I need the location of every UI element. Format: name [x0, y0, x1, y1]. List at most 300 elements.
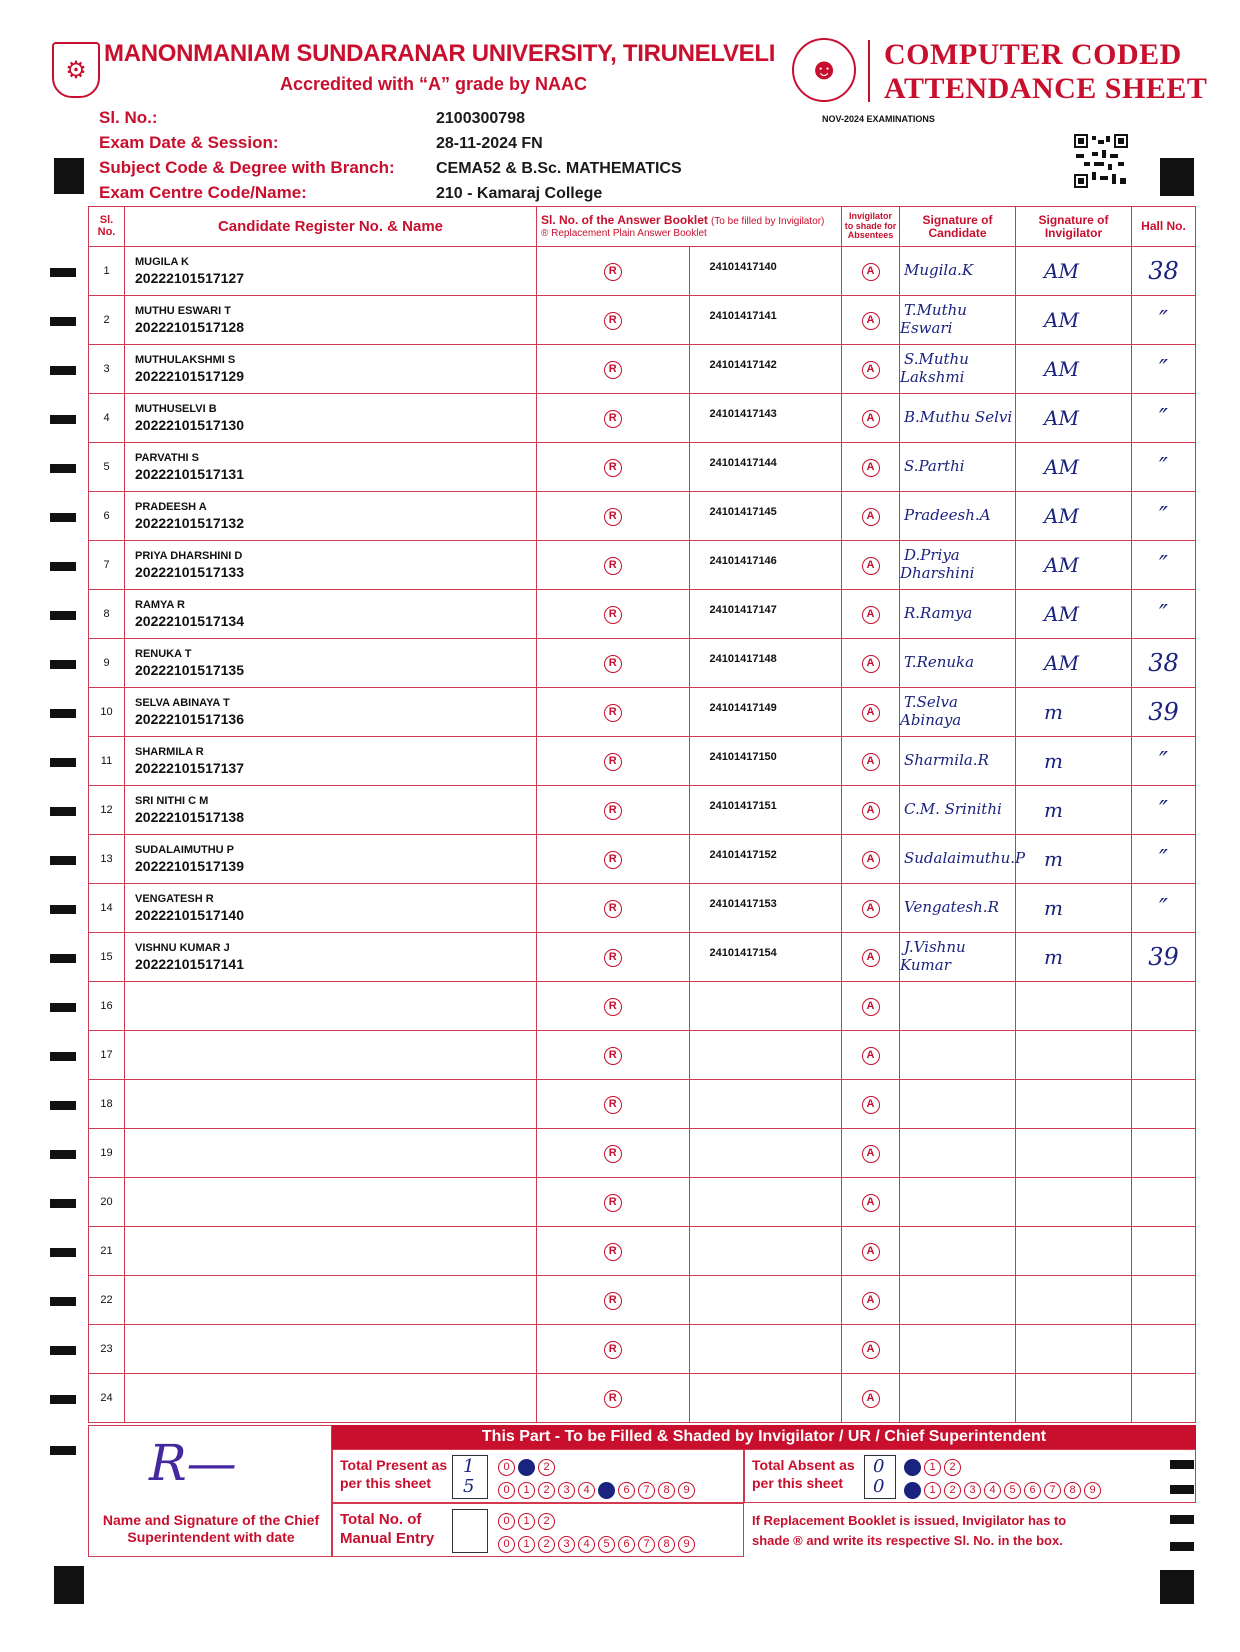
candidate-signature	[900, 1388, 904, 1406]
digit-bubble[interactable]: 1	[518, 1482, 535, 1499]
digit-bubble[interactable]: 2	[944, 1482, 961, 1499]
candidate-signature-cell[interactable]	[900, 1178, 1016, 1227]
candidate-register-no: 20222101517132	[135, 515, 245, 531]
absentee-bubble[interactable]: A	[862, 1194, 880, 1212]
invigilator-signature-cell[interactable]	[1016, 1080, 1132, 1129]
candidate-signature-cell[interactable]	[900, 639, 1016, 688]
candidate-cell	[125, 982, 537, 1031]
candidate-name: PARVATHI S	[135, 452, 199, 464]
invigilator-signature	[1016, 1239, 1044, 1263]
total-absent-units-bubbles[interactable]	[904, 1480, 1104, 1499]
digit-bubble[interactable]: 9	[678, 1536, 695, 1553]
candidate-cell	[125, 296, 537, 345]
candidate-signature-cell[interactable]	[900, 982, 1016, 1031]
row-sl: 6	[89, 492, 125, 541]
invigilator-signature-cell[interactable]	[1016, 1129, 1132, 1178]
invigilator-signature	[1016, 994, 1044, 1018]
candidate-signature-cell[interactable]	[900, 394, 1016, 443]
booklet-number	[689, 1227, 842, 1276]
table-row	[89, 884, 1196, 933]
invigilator-signature: m	[1044, 700, 1063, 724]
invigilator-signature: AM	[1044, 553, 1079, 577]
absentee-bubble[interactable]: A	[862, 753, 880, 771]
replacement-cell	[537, 247, 690, 296]
absentee-cell	[842, 492, 900, 541]
replacement-bubble[interactable]: R	[604, 998, 622, 1016]
table-row	[89, 1080, 1196, 1129]
total-absent-label: Total Absent as per this sheet	[752, 1457, 855, 1491]
invigilator-signature-cell[interactable]	[1016, 835, 1132, 884]
candidate-cell	[125, 884, 537, 933]
absentee-bubble[interactable]: A	[862, 1145, 880, 1163]
replacement-bubble[interactable]: R	[604, 1145, 622, 1163]
candidate-signature-cell[interactable]	[900, 786, 1016, 835]
replacement-bubble[interactable]: R	[604, 361, 622, 379]
candidate-register-no: 20222101517130	[135, 417, 245, 433]
hall-number	[1132, 1374, 1196, 1423]
absentee-bubble[interactable]: A	[862, 606, 880, 624]
candidate-cell	[125, 737, 537, 786]
digit-bubble[interactable]: 8	[658, 1536, 675, 1553]
total-absent-tens-bubbles[interactable]	[904, 1457, 964, 1476]
digit-bubble[interactable]: 3	[558, 1482, 575, 1499]
replacement-cell	[537, 345, 690, 394]
booklet-number: 24101417152	[689, 835, 842, 884]
candidate-signature	[900, 1143, 904, 1161]
absentee-bubble[interactable]: A	[862, 459, 880, 477]
digit-bubble[interactable]: 4	[984, 1482, 1001, 1499]
invigilator-signature-cell[interactable]	[1016, 982, 1132, 1031]
table-row	[89, 786, 1196, 835]
candidate-cell	[125, 443, 537, 492]
replacement-note-line1: If Replacement Booklet is issued, Invigilator has to	[752, 1513, 1067, 1528]
replacement-cell	[537, 737, 690, 786]
invigilator-signature: m	[1044, 749, 1063, 773]
replacement-bubble[interactable]: R	[604, 1243, 622, 1261]
university-logo: ⚙	[52, 42, 100, 98]
table-row	[89, 1227, 1196, 1276]
manual-entry-units-bubbles[interactable]	[498, 1534, 698, 1553]
header-booklet	[537, 207, 842, 247]
candidate-signature-cell[interactable]	[900, 541, 1016, 590]
absentee-cell	[842, 345, 900, 394]
digit-bubble[interactable]: 1	[924, 1459, 941, 1476]
replacement-cell	[537, 1080, 690, 1129]
row-sl: 18	[89, 1080, 125, 1129]
hall-number: ″	[1132, 737, 1196, 786]
absentee-bubble[interactable]: A	[862, 1292, 880, 1310]
founder-portrait-icon: ☻	[792, 38, 856, 102]
replacement-bubble[interactable]: R	[604, 900, 622, 918]
absentee-bubble[interactable]: A	[862, 998, 880, 1016]
sheet-title-line1: COMPUTER CODED	[884, 38, 1182, 71]
candidate-cell	[125, 1031, 537, 1080]
table-row	[89, 443, 1196, 492]
invigilator-signature-cell[interactable]	[1016, 296, 1132, 345]
hall-number	[1132, 1276, 1196, 1325]
invigilator-signature-cell[interactable]	[1016, 688, 1132, 737]
candidate-signature-cell[interactable]	[900, 1227, 1016, 1276]
hall-number	[1132, 1227, 1196, 1276]
table-row	[89, 639, 1196, 688]
header-sig-invigilator: Signature of Invigilator	[1016, 207, 1132, 247]
digit-bubble[interactable]: 1	[924, 1482, 941, 1499]
digit-bubble[interactable]: 1	[518, 1459, 535, 1476]
invigilator-signature-cell[interactable]	[1016, 247, 1132, 296]
replacement-bubble[interactable]: R	[604, 1341, 622, 1359]
table-row	[89, 492, 1196, 541]
total-present-entry-box[interactable]	[452, 1455, 488, 1499]
row-sl: 8	[89, 590, 125, 639]
replacement-cell	[537, 639, 690, 688]
digit-bubble[interactable]: 5	[598, 1536, 615, 1553]
digit-bubble[interactable]: 2	[538, 1536, 555, 1553]
replacement-cell	[537, 1276, 690, 1325]
candidate-signature-cell[interactable]	[900, 1325, 1016, 1374]
digit-bubble[interactable]: 4	[578, 1482, 595, 1499]
table-row	[89, 394, 1196, 443]
absentee-bubble[interactable]: A	[862, 1047, 880, 1065]
candidate-signature: Sharmila.R	[904, 751, 989, 769]
digit-bubble[interactable]: 6	[618, 1482, 635, 1499]
digit-bubble[interactable]: 0	[498, 1536, 515, 1553]
invigilator-signature: AM	[1044, 357, 1079, 381]
row-sl: 13	[89, 835, 125, 884]
timing-mark	[50, 1297, 76, 1306]
absentee-bubble[interactable]: A	[862, 802, 880, 820]
invigilator-signature-cell[interactable]	[1016, 884, 1132, 933]
replacement-bubble[interactable]: R	[604, 606, 622, 624]
timing-mark	[50, 1346, 76, 1355]
replacement-cell	[537, 1374, 690, 1423]
candidate-signature-cell[interactable]	[900, 1129, 1016, 1178]
candidate-name: RENUKA T	[135, 648, 192, 660]
digit-bubble[interactable]: 2	[538, 1482, 555, 1499]
candidate-name: VENGATESH R	[135, 893, 214, 905]
digit-bubble[interactable]: 1	[518, 1513, 535, 1530]
invigilator-signature-cell[interactable]	[1016, 1325, 1132, 1374]
digit-bubble[interactable]: 7	[638, 1482, 655, 1499]
invigilator-signature-cell[interactable]	[1016, 933, 1132, 982]
table-row	[89, 541, 1196, 590]
candidate-name: MUTHUSELVI B	[135, 403, 217, 415]
invigilator-signature-cell[interactable]	[1016, 737, 1132, 786]
digit-bubble[interactable]: 0	[904, 1459, 921, 1476]
digit-bubble[interactable]: 8	[658, 1482, 675, 1499]
candidate-signature-cell[interactable]	[900, 1276, 1016, 1325]
table-row	[89, 1129, 1196, 1178]
row-sl: 17	[89, 1031, 125, 1080]
invigilator-signature-cell[interactable]	[1016, 1178, 1132, 1227]
invigilator-signature-cell[interactable]	[1016, 1374, 1132, 1423]
table-row	[89, 1031, 1196, 1080]
absentee-cell	[842, 835, 900, 884]
candidate-cell	[125, 786, 537, 835]
candidate-signature-cell[interactable]	[900, 835, 1026, 884]
footer-section	[88, 1425, 1196, 1557]
booklet-number: 24101417148	[689, 639, 842, 688]
digit-bubble[interactable]: 5	[598, 1482, 615, 1499]
absentee-bubble[interactable]: A	[862, 263, 880, 281]
booklet-number: 24101417142	[689, 345, 842, 394]
candidate-cell	[125, 688, 537, 737]
candidate-signature-cell[interactable]	[900, 1031, 1016, 1080]
invigilator-signature-cell[interactable]	[1016, 541, 1132, 590]
absentee-bubble[interactable]: A	[862, 900, 880, 918]
candidate-signature-cell[interactable]	[900, 933, 1016, 982]
candidate-name: VISHNU KUMAR J	[135, 942, 230, 954]
absentee-cell	[842, 1374, 900, 1423]
invigilator-signature	[1016, 1043, 1044, 1067]
invigilator-signature-cell[interactable]	[1016, 590, 1132, 639]
candidate-signature: J.Vishnu Kumar	[900, 938, 966, 974]
invigilator-signature-cell[interactable]	[1016, 1031, 1132, 1080]
replacement-bubble[interactable]: R	[604, 1096, 622, 1114]
invigilator-signature-cell[interactable]	[1016, 639, 1132, 688]
table-row	[89, 296, 1196, 345]
absentee-bubble[interactable]: A	[862, 851, 880, 869]
timing-mark	[50, 758, 76, 767]
booklet-number: 24101417140	[689, 247, 842, 296]
absentee-cell	[842, 1080, 900, 1129]
header-booklet-note: (To be filled by Invigilator)	[710, 215, 825, 227]
replacement-cell	[537, 394, 690, 443]
replacement-bubble[interactable]: R	[604, 459, 622, 477]
candidate-register-no: 20222101517133	[135, 564, 245, 580]
row-sl: 16	[89, 982, 125, 1031]
absentee-bubble[interactable]: A	[862, 410, 880, 428]
timing-mark	[50, 660, 76, 669]
hall-number: ″	[1132, 541, 1196, 590]
replacement-bubble[interactable]: R	[604, 508, 622, 526]
row-sl: 10	[89, 688, 125, 737]
timing-mark	[50, 611, 76, 620]
candidate-register-no: 20222101517139	[135, 858, 245, 874]
total-absent-entry-box[interactable]	[864, 1455, 896, 1499]
replacement-note-line2: shade ® and write its respective Sl. No. in the box.	[752, 1533, 1063, 1548]
total-present-units-written: 5	[463, 1476, 475, 1497]
replacement-bubble[interactable]: R	[604, 557, 622, 575]
replacement-cell	[537, 1031, 690, 1080]
booklet-number	[689, 1325, 842, 1374]
header-booklet-sub: ® Replacement Plain Answer Booklet	[541, 227, 707, 239]
candidate-signature: T.Renuka	[904, 653, 975, 671]
candidate-signature-cell[interactable]	[900, 443, 1016, 492]
candidate-register-no: 20222101517134	[135, 613, 245, 629]
row-sl: 19	[89, 1129, 125, 1178]
absentee-bubble[interactable]: A	[862, 1096, 880, 1114]
digit-bubble[interactable]: 4	[578, 1536, 595, 1553]
corner-mark	[1160, 1570, 1194, 1604]
absentee-bubble[interactable]: A	[862, 508, 880, 526]
candidate-signature-cell[interactable]	[900, 492, 1016, 541]
invigilator-signature: m	[1044, 945, 1063, 969]
timing-mark	[50, 1446, 76, 1455]
row-sl: 24	[89, 1374, 125, 1423]
replacement-bubble[interactable]: R	[604, 753, 622, 771]
candidate-signature-cell[interactable]	[900, 688, 1016, 737]
hall-number: ″	[1132, 786, 1196, 835]
replacement-bubble[interactable]: R	[604, 851, 622, 869]
candidate-cell	[125, 835, 537, 884]
digit-bubble[interactable]: 2	[944, 1459, 961, 1476]
replacement-bubble[interactable]: R	[604, 704, 622, 722]
candidate-signature-cell[interactable]	[900, 1080, 1016, 1129]
total-present-tens-bubbles[interactable]	[498, 1457, 558, 1476]
row-sl: 21	[89, 1227, 125, 1276]
table-row	[89, 982, 1196, 1031]
digit-bubble[interactable]: 9	[678, 1482, 695, 1499]
candidate-signature	[900, 996, 904, 1014]
exam-date-label: Exam Date & Session:	[99, 133, 279, 152]
replacement-bubble[interactable]: R	[604, 1194, 622, 1212]
candidate-name: MUTHU ESWARI T	[135, 305, 231, 317]
candidate-signature-cell[interactable]	[900, 590, 1016, 639]
digit-bubble[interactable]: 3	[964, 1482, 981, 1499]
digit-bubble[interactable]: 6	[1024, 1482, 1041, 1499]
candidate-cell	[125, 639, 537, 688]
candidate-cell	[125, 492, 537, 541]
booklet-number: 24101417141	[689, 296, 842, 345]
replacement-cell	[537, 296, 690, 345]
corner-mark	[1160, 158, 1194, 196]
absentee-bubble[interactable]: A	[862, 1243, 880, 1261]
replacement-bubble[interactable]: R	[604, 655, 622, 673]
digit-bubble[interactable]: 2	[538, 1459, 555, 1476]
replacement-cell	[537, 1325, 690, 1374]
hall-number: 38	[1132, 639, 1196, 688]
replacement-bubble[interactable]: R	[604, 1292, 622, 1310]
invigilator-signature-cell[interactable]	[1016, 1276, 1132, 1325]
absentee-bubble[interactable]: A	[862, 1341, 880, 1359]
replacement-bubble[interactable]: R	[604, 802, 622, 820]
invigilator-signature	[1016, 1288, 1044, 1312]
manual-entry-input[interactable]	[452, 1509, 488, 1553]
table-row	[89, 1178, 1196, 1227]
timing-mark	[50, 954, 76, 963]
hall-number	[1132, 982, 1196, 1031]
candidate-register-no: 20222101517135	[135, 662, 245, 678]
replacement-bubble[interactable]: R	[604, 263, 622, 281]
candidate-signature-cell[interactable]	[900, 884, 1016, 933]
absentee-bubble[interactable]: A	[862, 557, 880, 575]
total-present-units-bubbles[interactable]	[498, 1480, 698, 1499]
absentee-cell	[842, 1129, 900, 1178]
digit-bubble[interactable]: 0	[904, 1482, 921, 1499]
digit-bubble[interactable]: 0	[498, 1482, 515, 1499]
absentee-bubble[interactable]: A	[862, 1390, 880, 1408]
invigilator-signature	[1016, 1141, 1044, 1165]
digit-bubble[interactable]: 7	[1044, 1482, 1061, 1499]
digit-bubble[interactable]: 0	[498, 1513, 515, 1530]
absentee-cell	[842, 982, 900, 1031]
absentee-cell	[842, 247, 900, 296]
digit-bubble[interactable]: 2	[538, 1513, 555, 1530]
absentee-bubble[interactable]: A	[862, 655, 880, 673]
replacement-cell	[537, 443, 690, 492]
replacement-bubble[interactable]: R	[604, 312, 622, 330]
replacement-cell	[537, 1129, 690, 1178]
title-divider	[868, 40, 870, 102]
candidate-signature-cell[interactable]	[900, 345, 1016, 394]
candidate-signature	[900, 1094, 904, 1112]
replacement-bubble[interactable]: R	[604, 949, 622, 967]
invigilator-signature-cell[interactable]	[1016, 443, 1132, 492]
absentee-bubble[interactable]: A	[862, 361, 880, 379]
absentee-bubble[interactable]: A	[862, 704, 880, 722]
hall-number	[1132, 1325, 1196, 1374]
hall-number: ″	[1132, 590, 1196, 639]
candidate-cell	[125, 1374, 537, 1423]
invigilator-signature-cell[interactable]	[1016, 786, 1132, 835]
booklet-number	[689, 1031, 842, 1080]
absentee-bubble[interactable]: A	[862, 949, 880, 967]
digit-bubble[interactable]: 7	[638, 1536, 655, 1553]
candidate-name: SUDALAIMUTHU P	[135, 844, 234, 856]
timing-mark	[50, 562, 76, 571]
table-row	[89, 1325, 1196, 1374]
absentee-cell	[842, 541, 900, 590]
timing-mark	[50, 905, 76, 914]
absentee-cell	[842, 1227, 900, 1276]
replacement-cell	[537, 786, 690, 835]
digit-bubble[interactable]: 6	[618, 1536, 635, 1553]
table-row	[89, 737, 1196, 786]
header-sl: Sl. No.	[89, 207, 125, 247]
booklet-number: 24101417144	[689, 443, 842, 492]
candidate-signature-cell[interactable]	[900, 737, 1016, 786]
digit-bubble[interactable]: 5	[1004, 1482, 1021, 1499]
qr-code-icon	[1074, 134, 1128, 188]
absentee-cell	[842, 1325, 900, 1374]
booklet-number	[689, 1276, 842, 1325]
replacement-bubble[interactable]: R	[604, 1390, 622, 1408]
replacement-cell	[537, 590, 690, 639]
candidate-signature-cell[interactable]	[900, 247, 1016, 296]
hall-number: 39	[1132, 933, 1196, 982]
table-header-row	[89, 207, 1196, 247]
booklet-number: 24101417147	[689, 590, 842, 639]
invigilator-signature-cell[interactable]	[1016, 492, 1132, 541]
booklet-number: 24101417154	[689, 933, 842, 982]
booklet-number: 24101417143	[689, 394, 842, 443]
digit-bubble[interactable]: 3	[558, 1536, 575, 1553]
candidate-signature-cell[interactable]	[900, 1374, 1016, 1423]
replacement-cell	[537, 933, 690, 982]
invigilator-signature-cell[interactable]	[1016, 1227, 1132, 1276]
replacement-bubble[interactable]: R	[604, 410, 622, 428]
candidate-cell	[125, 1276, 537, 1325]
candidate-cell	[125, 541, 537, 590]
replacement-bubble[interactable]: R	[604, 1047, 622, 1065]
chief-superintendent-signature: R—	[149, 1434, 237, 1492]
candidate-signature	[900, 1045, 904, 1063]
invigilator-signature-cell[interactable]	[1016, 394, 1132, 443]
absentee-bubble[interactable]: A	[862, 312, 880, 330]
digit-bubble[interactable]: 8	[1064, 1482, 1081, 1499]
candidate-register-no: 20222101517141	[135, 956, 245, 972]
row-sl: 22	[89, 1276, 125, 1325]
digit-bubble[interactable]: 9	[1084, 1482, 1101, 1499]
header-booklet-main: Sl. No. of the Answer Booklet	[541, 212, 708, 227]
candidate-cell	[125, 590, 537, 639]
absentee-cell	[842, 443, 900, 492]
candidate-signature-cell[interactable]	[900, 296, 1016, 345]
digit-bubble[interactable]: 0	[498, 1459, 515, 1476]
manual-entry-tens-bubbles[interactable]	[498, 1511, 558, 1530]
digit-bubble[interactable]: 1	[518, 1536, 535, 1553]
invigilator-signature-cell[interactable]	[1016, 345, 1132, 394]
